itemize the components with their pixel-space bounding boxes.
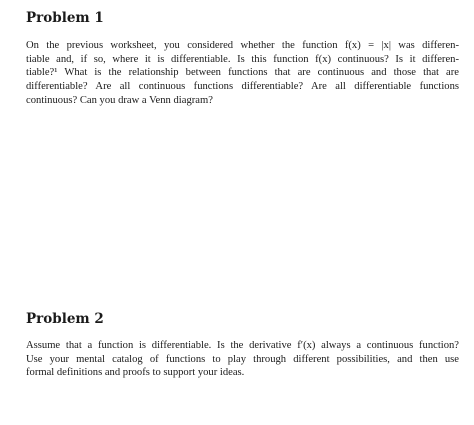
- problem-2-heading: Problem 2: [26, 311, 104, 327]
- problem-1-text: [26, 39, 459, 107]
- problem-1-line: differentiable? Are all continuous functions differentiable? Are all differentiable functions: [26, 81, 459, 93]
- problem-1-line: On the previous worksheet, you considered whether the function f(x) = |x| was differen-: [26, 40, 459, 51]
- problem-1-line: tiable?¹ What is the relationship between functions that are continuous and those that are: [26, 67, 459, 79]
- problem-2-text: [26, 339, 459, 380]
- problem-1-heading: Problem 1: [26, 10, 104, 26]
- problem-2-line: Use your mental catalog of functions to play through different possibilities, and then use: [26, 353, 459, 365]
- problem-1-line: continuous? Can you draw a Venn diagram?: [26, 94, 213, 106]
- problem-2-line: formal definitions and proofs to support your ideas.: [26, 367, 245, 379]
- problem-2-line: Assume that a function is differentiable. Is the derivative f′(x) always a continuous function?: [26, 340, 459, 351]
- problem-1-line: tiable and, if so, where it is differentiable. Is this function f(x) continuous? Is it differen-: [26, 53, 459, 65]
